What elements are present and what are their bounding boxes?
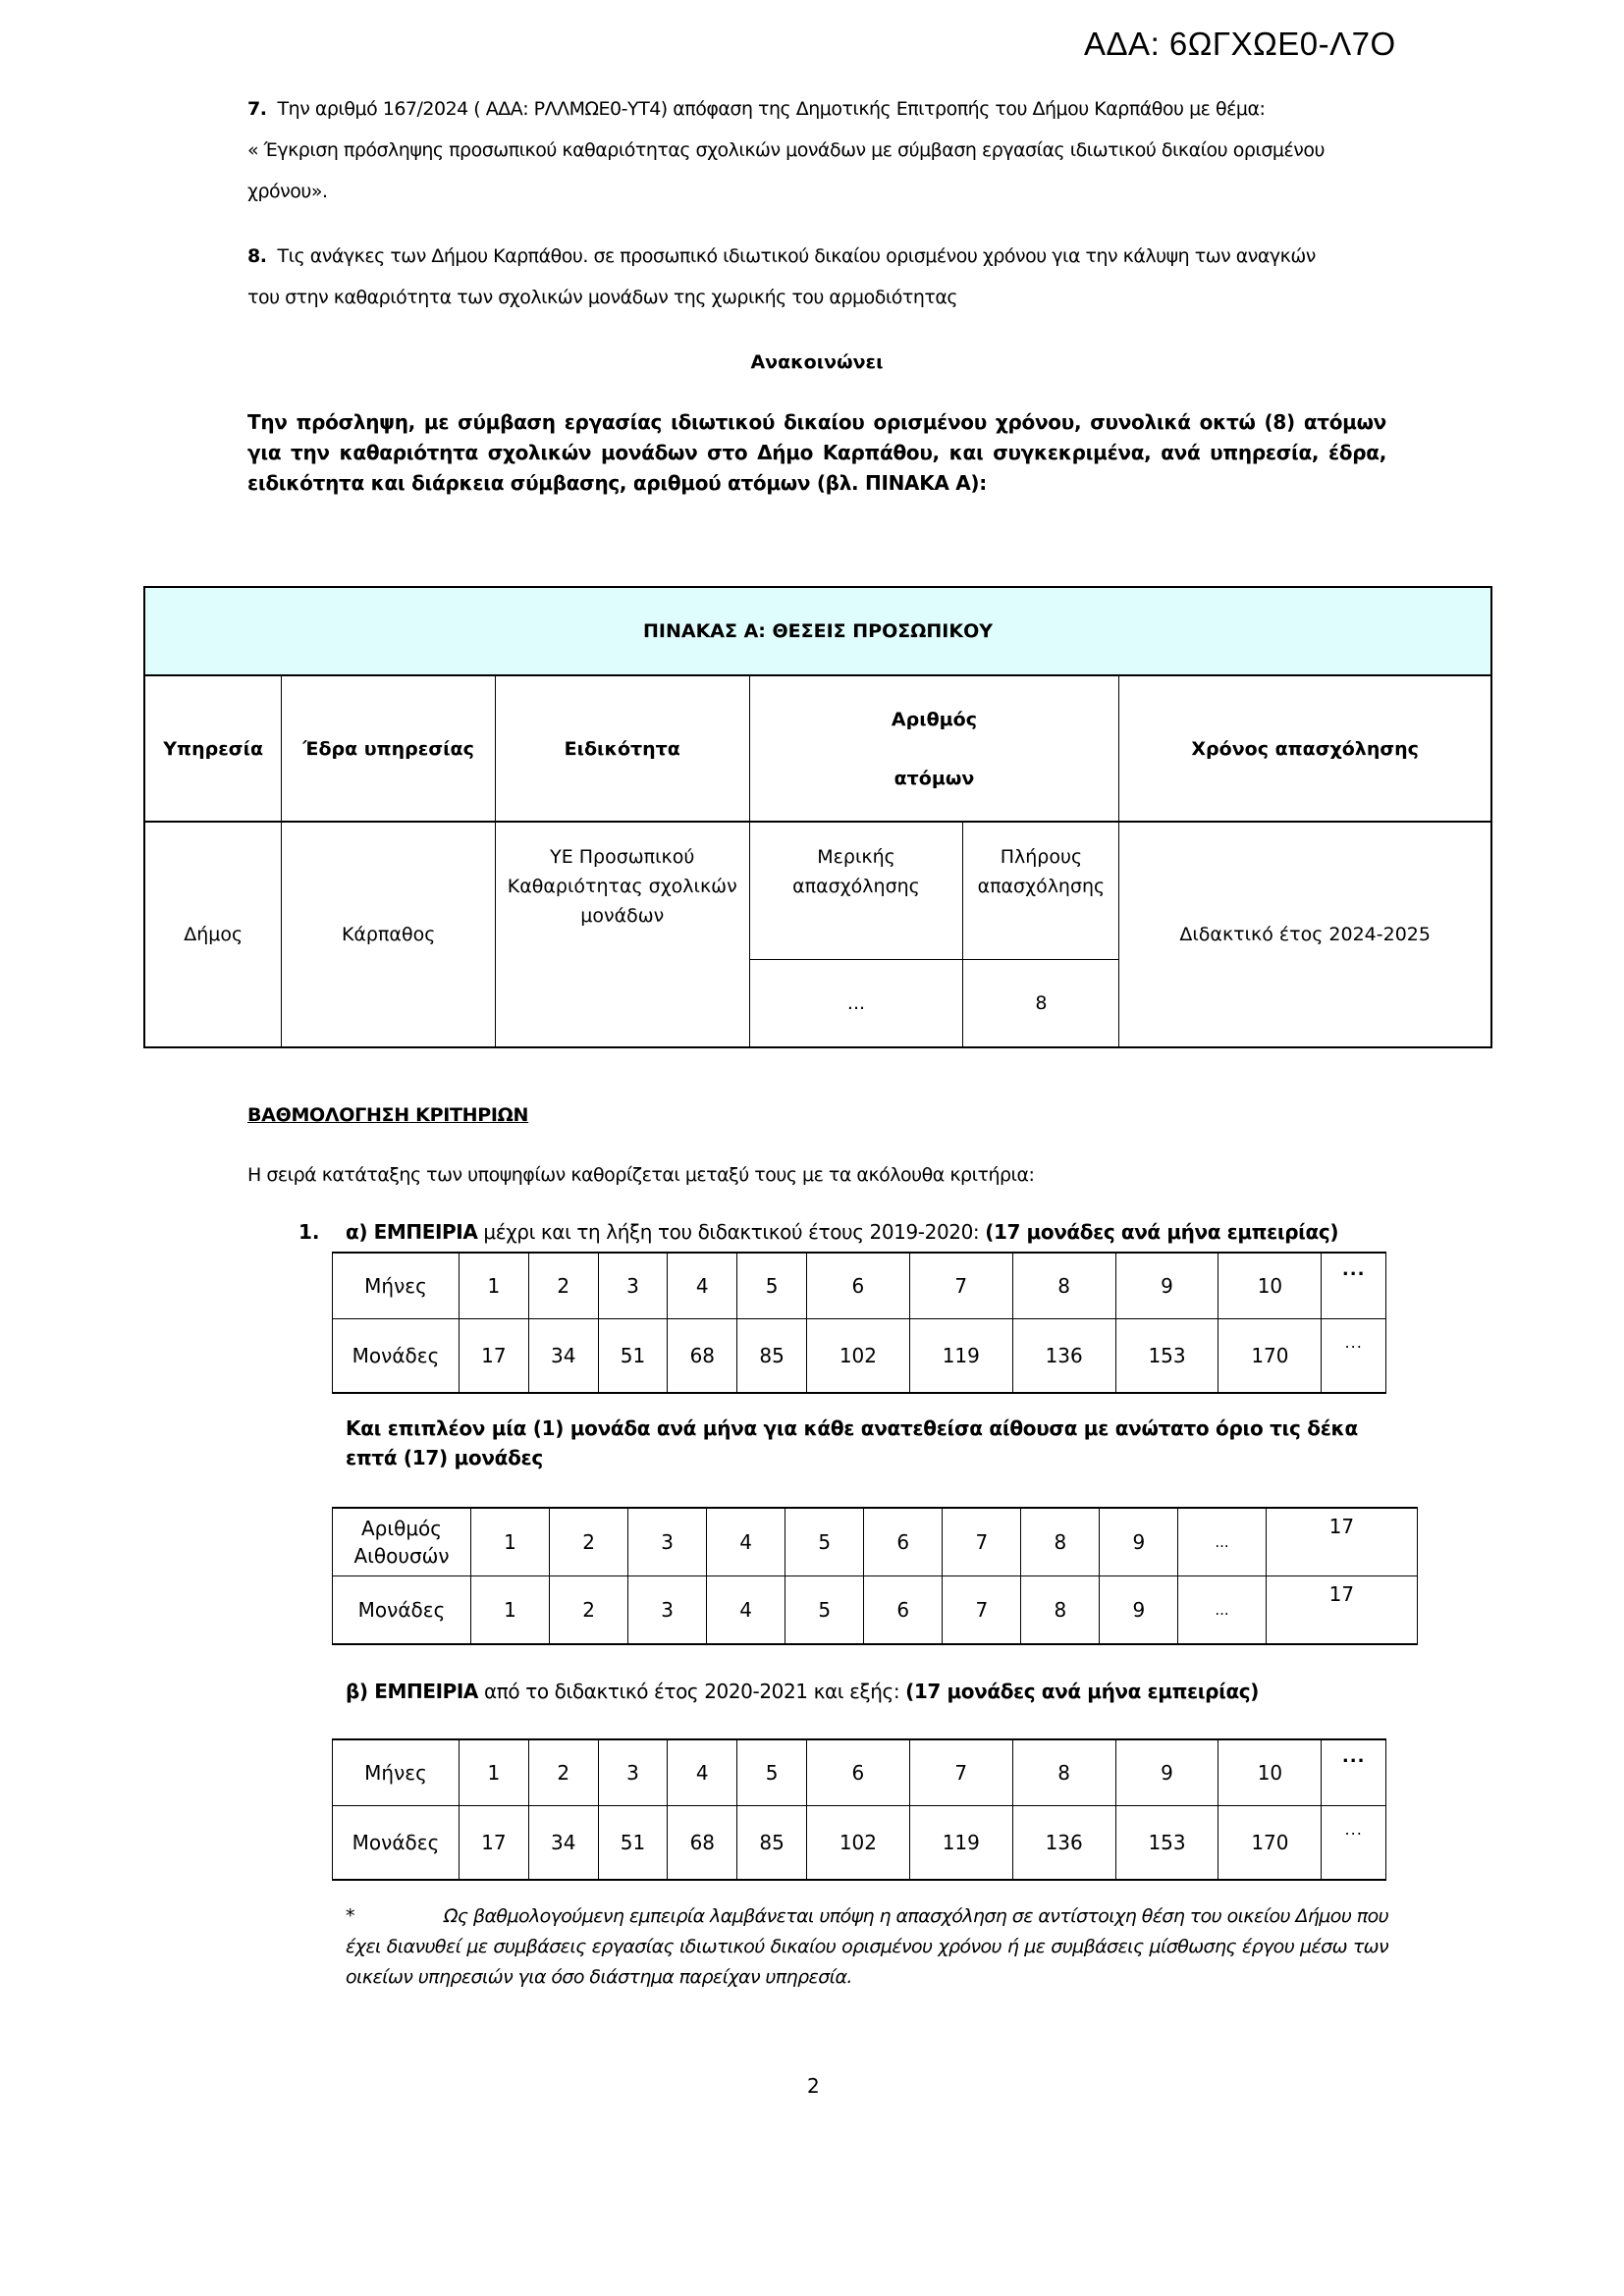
table-row — [333, 1739, 1386, 1806]
cell-specialty: ΥΕ Προσωπικού Καθαριότητας σχολικών μονάδων — [495, 822, 749, 1047]
table-cell: 9 — [1115, 1253, 1218, 1319]
table-cell: 170 — [1218, 1806, 1322, 1881]
table-cell: 4 — [668, 1253, 737, 1319]
table-cell: 10 — [1218, 1739, 1322, 1806]
table-cell: 51 — [598, 1319, 668, 1394]
page-number: 2 — [807, 2074, 820, 2098]
table-cell: 7 — [943, 1576, 1021, 1645]
table-cell: 136 — [1012, 1806, 1115, 1881]
item-7-line-3: χρόνου». — [247, 181, 328, 202]
criterion-b-label — [346, 1680, 1259, 1703]
item-8 — [247, 236, 1386, 318]
table-cell: 119 — [909, 1319, 1012, 1394]
header-seat: Έδρα υπηρεσίας — [282, 675, 496, 822]
cell-seat: Κάρπαθος — [282, 822, 496, 1047]
note-text: Ως βαθμολογούμενη εμπειρία λαμβάνεται υπόψη η απασχόληση σε αντίστοιχη θέση του οικείου Δήμου που έχει διανυθεί με συμβάσεις εργασίας ιδιωτικού δικαίου ορισμένου χρόνου ή με συμβάσεις μίσθωσης έργου μέσω των οικείων υπηρεσιών για όσο διάστημα παρείχαν υπηρεσία. — [346, 1905, 1388, 1988]
table-cell: 1 — [471, 1508, 550, 1576]
table-row — [333, 1806, 1386, 1881]
table-cell: 85 — [737, 1806, 807, 1881]
table-cell: ... — [1322, 1806, 1386, 1881]
criteria-intro: Η σειρά κατάταξης των υποψηφίων καθορίζεται μεταξύ τους με τα ακόλουθα κριτήρια: — [247, 1164, 1035, 1186]
table-row — [333, 1508, 1418, 1576]
table-cell: 6 — [806, 1253, 909, 1319]
table-cell: 5 — [737, 1739, 807, 1806]
table-cell: 9 — [1100, 1508, 1178, 1576]
table-cell: 6 — [806, 1739, 909, 1806]
table-cell: 6 — [864, 1508, 943, 1576]
table-cell: 34 — [528, 1806, 598, 1881]
cell-partial-label: Μερικής απασχόλησης — [749, 822, 963, 960]
row-label: Μήνες — [333, 1253, 460, 1319]
positions-table — [143, 586, 1492, 1048]
header-count-line-2: ατόμων — [893, 767, 975, 789]
criterion-a-label — [346, 1220, 1338, 1244]
table-cell: 3 — [628, 1576, 707, 1645]
table-cell: 2 — [550, 1576, 628, 1645]
table-cell: 85 — [737, 1319, 807, 1394]
table-cell: 153 — [1115, 1319, 1218, 1394]
header-count-line-1: Αριθμός — [891, 708, 977, 730]
table-cell: 3 — [628, 1508, 707, 1576]
table-cell: 2 — [528, 1253, 598, 1319]
table-cell: 102 — [806, 1319, 909, 1394]
header-service: Υπηρεσία — [144, 675, 282, 822]
table-cell: 4 — [707, 1508, 785, 1576]
item-7-line-1 — [247, 88, 1386, 130]
criterion-a-bold: α) ΕΜΠΕΙΡΙΑ — [346, 1220, 478, 1244]
table-cell: 17 — [1266, 1508, 1417, 1576]
table-cell: 3 — [598, 1253, 668, 1319]
criterion-number: 1. — [298, 1220, 320, 1244]
table-cell: 7 — [909, 1253, 1012, 1319]
note-asterisk: * — [346, 1905, 354, 1927]
table-cell: 3 — [598, 1739, 668, 1806]
cell-full-value: 8 — [963, 960, 1119, 1048]
table-cell: 17 — [460, 1806, 529, 1881]
table-cell: 102 — [806, 1806, 909, 1881]
header-duration: Χρόνος απασχόλησης — [1119, 675, 1491, 822]
table-cell: 5 — [785, 1576, 864, 1645]
table-cell: 8 — [1012, 1739, 1115, 1806]
table-cell: ... — [1178, 1576, 1266, 1645]
row-label: Μονάδες — [333, 1319, 460, 1394]
table-cell: 7 — [909, 1739, 1012, 1806]
table-cell: 1 — [471, 1576, 550, 1645]
item-7 — [247, 88, 1386, 212]
announce-text: Την πρόσληψη, με σύμβαση εργασίας ιδιωτικού δικαίου ορισμένου χρόνου, συνολικά οκτώ (8) ατόμων για την καθαριότητα σχολικών μονάδων στο Δήμο Καρπάθου, και συγκεκριμένα, ανά υπηρεσία, έδρα, ειδικότητα και διάρκεια σύμβασης, αριθμού ατόμων (βλ. ΠΙΝΑΚΑ Α): — [247, 410, 1386, 495]
row-label: Μονάδες — [333, 1806, 460, 1881]
classrooms-table — [332, 1507, 1418, 1645]
item-8-number: 8. — [247, 245, 267, 267]
criterion-b-tail: (17 μονάδες ανά μήνα εμπειρίας) — [905, 1680, 1259, 1703]
row-label: Αριθμός Αιθουσών — [333, 1508, 471, 1576]
table-cell: ... — [1322, 1739, 1386, 1806]
cell-partial-value: ... — [749, 960, 963, 1048]
table-cell: 1 — [460, 1739, 529, 1806]
positions-table-title: ΠΙΝΑΚΑΣ Α: ΘΕΣΕΙΣ ΠΡΟΣΩΠΙΚΟΥ — [144, 587, 1491, 675]
table-cell: 51 — [598, 1806, 668, 1881]
ada-code: ΑΔΑ: 6ΩΓΧΩΕ0-Λ7Ο — [1084, 26, 1396, 62]
table-cell: 119 — [909, 1806, 1012, 1881]
item-8-line-1 — [247, 236, 1386, 277]
cell-full-label: Πλήρους απασχόλησης — [963, 822, 1119, 960]
table-cell: 6 — [864, 1576, 943, 1645]
table-cell: 8 — [1021, 1508, 1100, 1576]
item-8-line-2: του στην καθαριότητα των σχολικών μονάδων της χωρικής του αρμοδιότητας — [247, 287, 958, 308]
table-cell: 7 — [943, 1508, 1021, 1576]
table-cell: 5 — [737, 1253, 807, 1319]
table-row — [333, 1253, 1386, 1319]
experience-note — [346, 1901, 1388, 1993]
table-cell: ... — [1322, 1253, 1386, 1319]
header-specialty: Ειδικότητα — [495, 675, 749, 822]
criterion-b-text: από το διδακτικό έτος 2020-2021 και εξής: — [478, 1680, 906, 1703]
cell-service: Δήμος — [144, 822, 282, 1047]
table-cell: 4 — [668, 1739, 737, 1806]
header-count — [749, 675, 1119, 822]
experience-a-table — [332, 1252, 1386, 1394]
item-7-number: 7. — [247, 98, 267, 120]
table-cell: 68 — [668, 1319, 737, 1394]
table-cell: 17 — [460, 1319, 529, 1394]
table-cell: 4 — [707, 1576, 785, 1645]
table-cell: 2 — [528, 1739, 598, 1806]
table-cell: 1 — [460, 1253, 529, 1319]
table-row — [333, 1576, 1418, 1645]
table-cell: 34 — [528, 1319, 598, 1394]
table-cell: 136 — [1012, 1319, 1115, 1394]
row-label: Μονάδες — [333, 1576, 471, 1645]
table-cell: 9 — [1100, 1576, 1178, 1645]
table-cell: 153 — [1115, 1806, 1218, 1881]
table-cell: 17 — [1266, 1576, 1417, 1645]
criterion-b-bold: β) ΕΜΠΕΙΡΙΑ — [346, 1680, 479, 1703]
table-cell: 2 — [550, 1508, 628, 1576]
item-7-text-1: Την αριθμό 167/2024 ( ΑΔΑ: ΡΛΛΜΩΕ0-ΥΤ4) απόφαση της Δημοτικής Επιτροπής του Δήμου Καρπάθου με θέμα: — [277, 98, 1266, 120]
criterion-a-tail: (17 μονάδες ανά μήνα εμπειρίας) — [985, 1220, 1339, 1244]
table-cell: ... — [1322, 1319, 1386, 1394]
criteria-title: ΒΑΘΜΟΛΟΓΗΣΗ ΚΡΙΤΗΡΙΩΝ — [247, 1104, 529, 1126]
table-row — [333, 1319, 1386, 1394]
table-cell: 170 — [1218, 1319, 1322, 1394]
table-cell: 10 — [1218, 1253, 1322, 1319]
table-cell: 68 — [668, 1806, 737, 1881]
table-cell: 8 — [1021, 1576, 1100, 1645]
table-cell: 9 — [1115, 1739, 1218, 1806]
item-7-line-2: « Έγκριση πρόσληψης προσωπικού καθαριότητας σχολικών μονάδων με σύμβαση εργασίας ιδιωτικού δικαίου ορισμένου — [247, 139, 1325, 161]
table-cell: ... — [1178, 1508, 1266, 1576]
row-label: Μήνες — [333, 1739, 460, 1806]
experience-b-table — [332, 1738, 1386, 1881]
bonus-text: Και επιπλέον μία (1) μονάδα ανά μήνα για κάθε ανατεθείσα αίθουσα με ανώτατο όριο τις δέκα επτά (17) μονάδες — [346, 1416, 1358, 1469]
cell-duration: Διδακτικό έτος 2024-2025 — [1119, 822, 1491, 1047]
announce-heading: Ανακοινώνει — [750, 351, 884, 373]
table-cell: 5 — [785, 1508, 864, 1576]
criterion-a-text: μέχρι και τη λήξη του διδακτικού έτους 2019-2020: — [477, 1220, 986, 1244]
item-8-text-1: Τις ανάγκες των Δήμου Καρπάθου. σε προσωπικό ιδιωτικού δικαίου ορισμένου χρόνου για την κάλυψη των αναγκών — [277, 245, 1316, 267]
table-cell: 8 — [1012, 1253, 1115, 1319]
